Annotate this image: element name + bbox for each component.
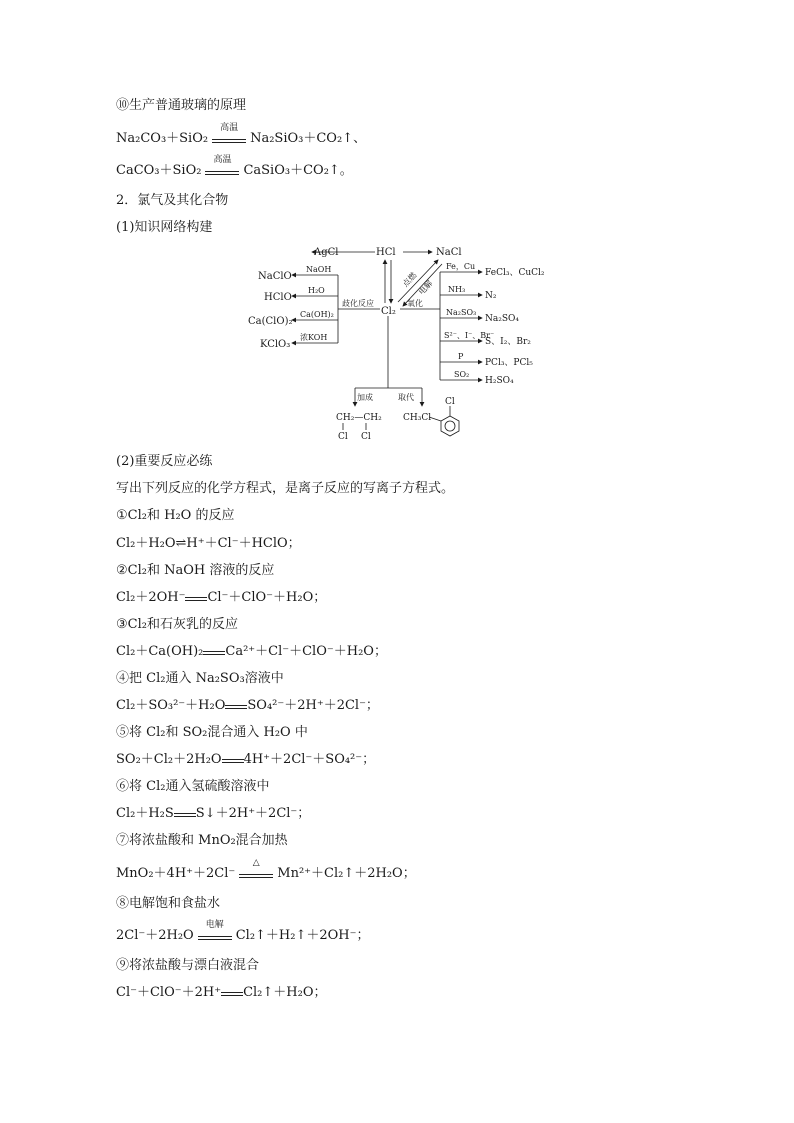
substitution-product: CH₃Cl xyxy=(403,413,432,423)
right-reagent: Fe，Cu xyxy=(446,262,476,271)
eq-right: Ca²⁺＋Cl⁻＋ClO⁻＋H₂O； xyxy=(225,644,387,659)
right-reagent: P xyxy=(458,352,464,361)
right-product: S、I₂、Br₂ xyxy=(485,337,531,347)
reaction-condition xyxy=(239,858,273,883)
right-product: PCl₃、PCl₅ xyxy=(485,358,533,368)
question: ②Cl₂和 NaOH 溶液的反应 xyxy=(116,563,275,578)
eq-left: SO₂＋Cl₂＋2H₂O xyxy=(116,752,222,767)
eq-right: Cl₂↑＋H₂↑＋2OH⁻； xyxy=(235,928,370,943)
glass-equation-1 xyxy=(116,123,367,148)
eq-right: S↓＋2H⁺＋2Cl⁻； xyxy=(195,806,311,821)
nacl-label: NaCl xyxy=(436,247,462,258)
eq-right: SO₄²⁻＋2H⁺＋2Cl⁻； xyxy=(247,698,379,713)
right-product: Na₂SO₄ xyxy=(485,314,520,324)
eq-left: CaCO₃＋SiO₂ xyxy=(116,163,202,178)
answer: Cl₂＋H₂O⇌H⁺＋Cl⁻＋HClO； xyxy=(116,536,301,551)
reaction-condition xyxy=(205,155,239,180)
question: ⑦将浓盐酸和 MnO₂混合加热 xyxy=(116,833,288,848)
subsection-network: (1)知识网络构建 xyxy=(116,220,213,235)
eq-right: Na₂SiO₃＋CO₂↑、 xyxy=(250,131,367,146)
right-reagent: NH₃ xyxy=(448,285,466,294)
eq-right: 4H⁺＋2Cl⁻＋SO₄²⁻； xyxy=(243,752,376,767)
addition-cl: Cl xyxy=(361,432,371,442)
glass-equation-2 xyxy=(116,155,353,180)
eq-left: Cl⁻＋ClO⁻＋2H⁺ xyxy=(116,985,222,1000)
answer xyxy=(116,751,375,769)
hcl-label: HCl xyxy=(376,247,396,258)
question: ⑤将 Cl₂和 SO₂混合通入 H₂O 中 xyxy=(116,725,308,740)
practice-title: (2)重要反应必练 xyxy=(116,454,213,469)
eq-right: Mn²⁺＋Cl₂↑＋2H₂O； xyxy=(277,866,416,881)
question: ④把 Cl₂通入 Na₂SO₃溶液中 xyxy=(116,671,284,686)
left-reagent: NaOH xyxy=(306,265,332,274)
eq-right: Cl⁻＋ClO⁻＋H₂O； xyxy=(207,590,327,605)
left-product: HClO xyxy=(264,292,292,303)
right-product: FeCl₃、CuCl₂ xyxy=(485,268,545,278)
eq-right: CaSiO₃＋CO₂↑。 xyxy=(243,163,353,178)
left-reagent: 浓KOH xyxy=(300,333,328,342)
answer xyxy=(116,858,416,883)
cl2-label: Cl₂ xyxy=(381,306,396,317)
eq-right: Cl₂↑＋H₂O； xyxy=(243,985,327,1000)
answer xyxy=(116,805,310,823)
eq-left: Cl₂＋Ca(OH)₂ xyxy=(116,644,204,659)
eq-left: Cl₂＋SO₃²⁻＋H₂O xyxy=(116,698,226,713)
right-reagent: Na₂SO₃ xyxy=(446,308,477,317)
answer xyxy=(116,643,387,661)
reaction-condition xyxy=(212,123,246,148)
right-product: H₂SO₄ xyxy=(485,376,514,386)
addition-label: 加成 xyxy=(357,393,373,402)
answer xyxy=(116,589,326,607)
electrolysis-label: 电解 xyxy=(416,278,435,297)
condition-label: 高温 xyxy=(213,155,232,165)
substitution-label: 取代 xyxy=(398,393,414,402)
right-reagent: SO₂ xyxy=(454,370,470,379)
condition-label: 电解 xyxy=(205,920,224,930)
eq-left: Cl₂＋2OH⁻ xyxy=(116,590,186,605)
left-product: NaClO xyxy=(258,271,292,282)
answer xyxy=(116,920,370,945)
question: ⑨将浓盐酸与漂白液混合 xyxy=(116,958,260,973)
answer xyxy=(116,697,379,715)
section-title: 2．氯气及其化合物 xyxy=(116,193,229,208)
oxidation-label: 氧化 xyxy=(407,299,423,308)
condition-label: △ xyxy=(252,858,260,868)
condition-label: 高温 xyxy=(220,123,239,133)
agcl-label: AgCl xyxy=(314,247,339,258)
chlorine-network-diagram xyxy=(240,240,560,446)
addition-product: CH₂—CH₂ xyxy=(336,413,382,423)
ignite-label: 点燃 xyxy=(400,270,419,289)
left-product: Ca(ClO)₂ xyxy=(248,316,293,327)
glass-heading: ⑩生产普通玻璃的原理 xyxy=(116,98,247,113)
eq-left: 2Cl⁻＋2H₂O xyxy=(116,928,194,943)
question: ③Cl₂和石灰乳的反应 xyxy=(116,617,238,632)
question: ①Cl₂和 H₂O 的反应 xyxy=(116,508,235,523)
left-reagent: Ca(OH)₂ xyxy=(300,310,334,319)
addition-cl: Cl xyxy=(338,432,348,442)
question: ⑧电解饱和食盐水 xyxy=(116,896,221,911)
right-product: N₂ xyxy=(485,291,497,301)
eq-left: Na₂CO₃＋SiO₂ xyxy=(116,131,209,146)
question: ⑥将 Cl₂通入氢硫酸溶液中 xyxy=(116,779,270,794)
practice-instruction: 写出下列反应的化学方程式，是离子反应的写离子方程式。 xyxy=(116,481,455,496)
left-reagent: H₂O xyxy=(308,286,325,295)
right-reagent: S²⁻、I⁻、Br⁻ xyxy=(444,331,495,340)
disproportionation-label: 歧化反应 xyxy=(342,299,374,308)
eq-left: MnO₂＋4H⁺＋2Cl⁻ xyxy=(116,866,236,881)
reaction-condition xyxy=(198,920,232,945)
eq-left: Cl₂＋H₂S xyxy=(116,806,174,821)
left-product: KClO₃ xyxy=(260,339,291,350)
chlorobenzene-cl: Cl xyxy=(445,397,455,407)
answer xyxy=(116,984,326,1002)
